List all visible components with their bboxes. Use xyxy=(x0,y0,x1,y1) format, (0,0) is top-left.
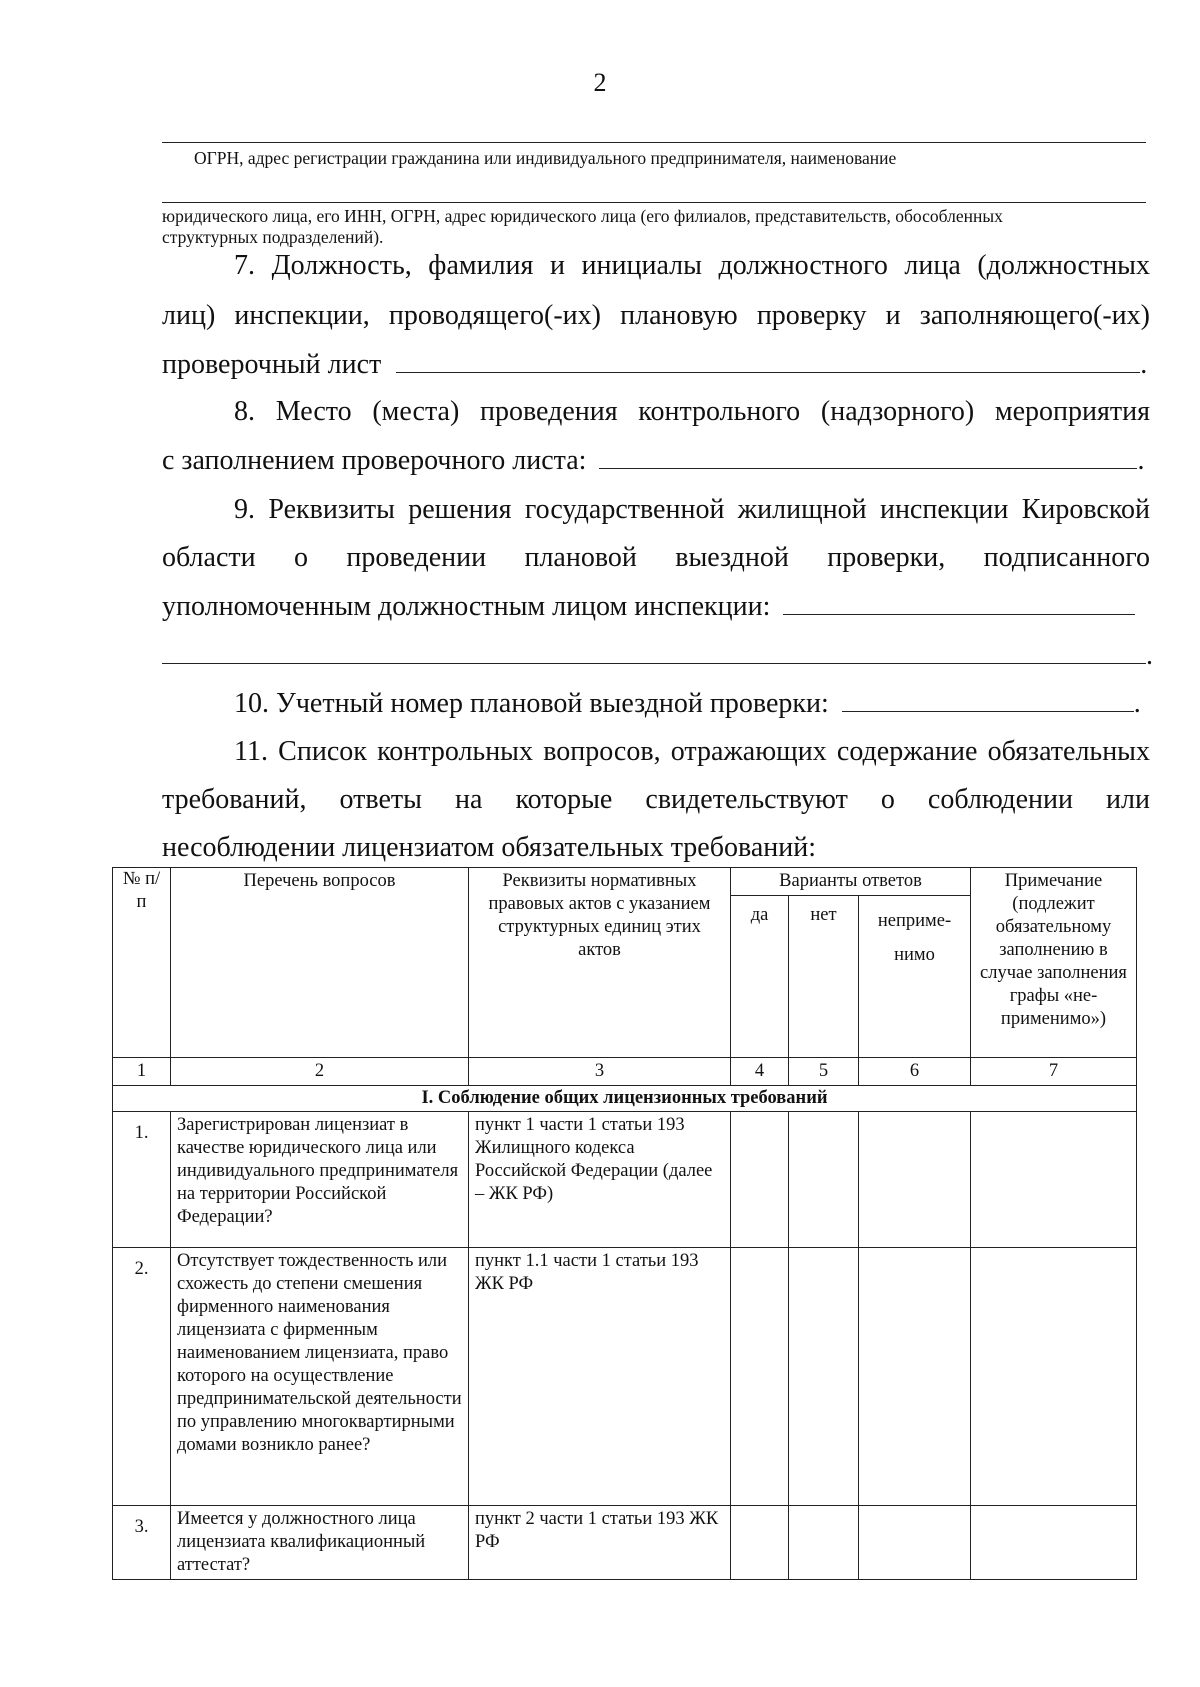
item-7-label: проверочный лист xyxy=(162,349,382,380)
checklist-table xyxy=(112,867,1137,1580)
answer-yes-cell xyxy=(731,1112,789,1248)
item-8-period: . xyxy=(1137,445,1145,476)
item-9-line-4 xyxy=(162,632,1157,680)
item-7-line-1: 7. Должность, фамилия и инициалы должностного лица (должностных xyxy=(234,250,1150,281)
answer-yes-cell xyxy=(731,1506,789,1580)
answer-na-cell xyxy=(859,1112,971,1248)
section-title: I. Соблюдение общих лицензионных требований xyxy=(113,1086,1137,1112)
header-yes: да xyxy=(731,896,789,1058)
note-cell xyxy=(971,1112,1137,1248)
header-answers: Варианты ответов xyxy=(731,868,971,896)
answer-no-cell xyxy=(789,1248,859,1506)
header-na-part1: неприме- xyxy=(877,911,952,931)
column-number: 2 xyxy=(171,1058,469,1086)
item-8-line-1: 8. Место (места) проведения контрольного (надзорного) мероприятия xyxy=(234,396,1150,427)
answer-no-cell xyxy=(789,1506,859,1580)
row-act: пункт 2 части 1 статьи 193 ЖК РФ xyxy=(469,1506,731,1580)
section-row xyxy=(113,1086,1137,1112)
answer-na-cell xyxy=(859,1506,971,1580)
item-7-fill-line xyxy=(396,350,1140,373)
table-row xyxy=(113,1248,1137,1506)
item-10-fill-line xyxy=(842,689,1134,712)
item-7-period: . xyxy=(1140,349,1148,380)
answer-no-cell xyxy=(789,1112,859,1248)
row-num: 1. xyxy=(113,1112,171,1248)
row-act: пункт 1.1 части 1 статьи 193 ЖК РФ xyxy=(469,1248,731,1506)
column-number: 7 xyxy=(971,1058,1137,1086)
item-9-fill-line-2 xyxy=(162,641,1146,664)
item-7-line-2: лиц) инспекции, проводящего(-их) плановую проверку и заполняющего(-их) xyxy=(162,300,1150,331)
header-na-part2: нимо xyxy=(894,945,935,965)
item-11-line-1: 11. Список контрольных вопросов, отражающих содержание обязательных xyxy=(234,736,1150,767)
header-no: нет xyxy=(789,896,859,1058)
item-8-fill-line xyxy=(599,446,1137,469)
item-10-label: 10. Учетный номер плановой выездной проверки: xyxy=(234,688,829,719)
table-row xyxy=(113,1506,1137,1580)
header-row-1 xyxy=(113,868,1137,896)
row-act: пункт 1 части 1 статьи 193 Жилищного кодекса Российской Федерации (далее – ЖК РФ) xyxy=(469,1112,731,1248)
header-questions: Перечень вопросов xyxy=(171,868,469,1058)
table-row xyxy=(113,1112,1137,1248)
row-question: Зарегистрирован лицензиат в качестве юридического лица или индивидуального предпринимателя на территории Российской Федерации? xyxy=(171,1112,469,1248)
item-9-period: . xyxy=(1146,640,1153,671)
row-num: 3. xyxy=(113,1506,171,1580)
row-question: Имеется у должностного лица лицензиата квалификационный аттестат? xyxy=(171,1506,469,1580)
item-8-line-2 xyxy=(162,437,1157,485)
item-9-line-2: области о проведении плановой выездной проверки, подписанного xyxy=(162,542,1150,573)
item-7-line-3 xyxy=(162,341,1157,389)
item-11-line-3: несоблюдении лицензиатом обязательных требований: xyxy=(162,832,816,863)
column-number: 3 xyxy=(469,1058,731,1086)
item-11-line-2: требований, ответы на которые свидетельствуют о соблюдении или xyxy=(162,784,1150,815)
header-na xyxy=(859,896,971,1058)
item-9-fill-line-1 xyxy=(783,592,1135,615)
page-number: 2 xyxy=(593,68,607,97)
column-number: 5 xyxy=(789,1058,859,1086)
column-number: 4 xyxy=(731,1058,789,1086)
column-number: 1 xyxy=(113,1058,171,1086)
row-question: Отсутствует тождественность или схожесть до степени смешения фирменного наименования лицензиата с фирменным наименованием лицензиата, право которого на осуществление предпринимательской деятельности по управлению многоквартирными домами возникло ранее? xyxy=(171,1248,469,1506)
header-acts: Реквизиты нормативных правовых актов с указанием структурных единиц этих актов xyxy=(469,868,731,1058)
answer-yes-cell xyxy=(731,1248,789,1506)
header-caption-3: структурных подразделений). xyxy=(162,227,384,247)
note-cell xyxy=(971,1506,1137,1580)
header-caption-1: ОГРН, адрес регистрации гражданина или индивидуального предпринимателя, наименование xyxy=(194,148,897,168)
header-note: Примечание (подлежит обязательному заполнению в случае заполнения графы «не-применимо») xyxy=(971,868,1137,1058)
item-10-period: . xyxy=(1133,688,1141,719)
column-number: 6 xyxy=(859,1058,971,1086)
item-9-label: уполномоченным должностным лицом инспекции: xyxy=(162,591,771,622)
item-9-line-1: 9. Реквизиты решения государственной жилищной инспекции Кировской xyxy=(234,494,1150,525)
header-rule-1 xyxy=(162,142,1146,143)
header-num: № п/п xyxy=(113,868,171,1058)
item-9-line-3 xyxy=(162,583,1157,631)
row-num: 2. xyxy=(113,1248,171,1506)
header-caption-2: юридического лица, его ИНН, ОГРН, адрес юридического лица (его филиалов, представительств, обособленных xyxy=(162,206,1003,226)
item-10-line xyxy=(234,680,1159,728)
header-rule-2 xyxy=(162,202,1146,203)
column-number-row xyxy=(113,1058,1137,1086)
item-8-label: с заполнением проверочного листа: xyxy=(162,445,587,476)
answer-na-cell xyxy=(859,1248,971,1506)
note-cell xyxy=(971,1248,1137,1506)
